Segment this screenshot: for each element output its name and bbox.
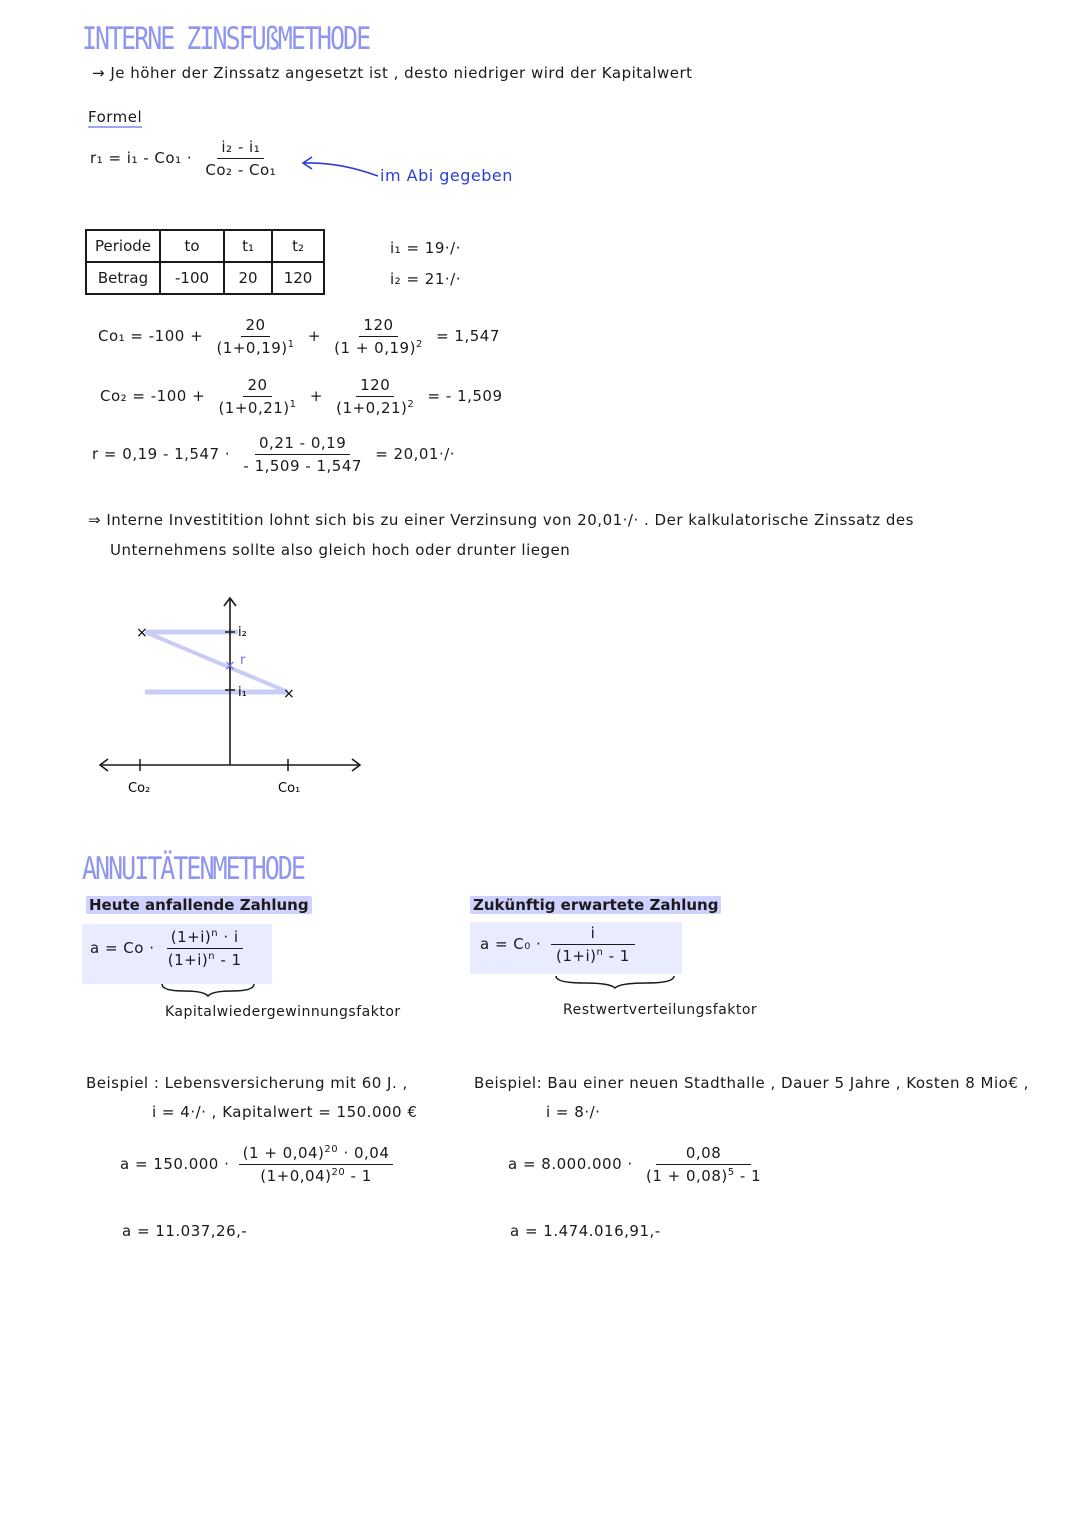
annotation-text: im Abi gegeben [380, 166, 513, 185]
cross-marker: × [136, 625, 148, 641]
table-cell: Betrag [86, 262, 160, 294]
annotation-arrow-icon [296, 150, 386, 190]
calc-den-base: (1+0,21) [218, 399, 290, 417]
rate-i2: i₂ = 21·/· [390, 270, 461, 288]
calc-den-base: (1 + 0,19) [334, 339, 416, 357]
right-formula [480, 924, 639, 965]
calc-fraction [212, 316, 298, 357]
graph-line-r [145, 632, 288, 692]
num-base: (1+i) [170, 928, 212, 946]
calc-co1 [98, 316, 500, 357]
label-i2: i₂ [238, 625, 247, 640]
formula-lhs: r₁ = i₁ - Co₁ · [90, 149, 193, 167]
right-brace-icon [552, 974, 678, 990]
label-co2: Co₂ [128, 781, 151, 796]
formula-den: Co₂ - Co₁ [205, 161, 277, 179]
formula-num: i [551, 924, 636, 945]
calc-den-base: (1+0,19) [216, 339, 288, 357]
right-subtitle: Zukünftig erwartete Zahlung [470, 896, 721, 914]
left-brace-icon [158, 982, 258, 998]
calc-num: 120 [359, 316, 397, 337]
formula-fraction [239, 1144, 394, 1185]
table-cell: t₁ [224, 230, 272, 262]
cashflow-table-wrap [85, 229, 325, 295]
formula-num [239, 1144, 394, 1165]
left-factor: Kapitalwiedergewinnungsfaktor [165, 1004, 401, 1020]
right-factor: Restwertverteilungsfaktor [563, 1002, 758, 1018]
num-base: (1 + 0,04) [242, 1144, 325, 1162]
right-example-result: a = 1.474.016,91,- [510, 1222, 661, 1240]
calc-den [332, 397, 418, 417]
left-formula [90, 928, 250, 969]
calc-result: = 1,547 [436, 327, 500, 345]
calc-den-exp: 2 [407, 399, 415, 410]
calc-lhs: Co₂ = -100 + [100, 387, 206, 405]
calc-fraction [330, 316, 427, 357]
formula-fraction [551, 924, 636, 965]
plus-sign: + [307, 327, 321, 345]
formula-fraction [201, 138, 280, 179]
table-row [86, 230, 324, 262]
formula-lhs: a = 150.000 · [120, 1155, 230, 1173]
den-tail: - 1 [220, 951, 242, 969]
calc-den [214, 397, 300, 417]
calc-fraction [332, 376, 418, 417]
num-exp: 20 [324, 1144, 339, 1155]
left-example-result: a = 11.037,26,- [122, 1222, 248, 1240]
table-cell: 20 [224, 262, 272, 294]
formula-lhs: a = Co · [90, 939, 155, 957]
plus-sign: + [309, 387, 323, 405]
cross-marker-r: × [224, 658, 236, 674]
formula-num: 0,08 [656, 1144, 751, 1165]
den-exp: n [596, 947, 604, 958]
calc-num: 0,21 - 0,19 [255, 434, 350, 455]
left-example-formula [120, 1144, 397, 1185]
calc-den-exp: 1 [289, 399, 297, 410]
den-base: (1+i) [167, 951, 209, 969]
left-example-line-2: i = 4·/· , Kapitalwert = 150.000 € [152, 1103, 418, 1121]
formula-den [256, 1165, 375, 1185]
label-i1: i₁ [238, 685, 247, 700]
label-co1: Co₁ [278, 781, 301, 796]
calc-result: = - 1,509 [427, 387, 503, 405]
formula-lhs: a = C₀ · [480, 935, 542, 953]
den-exp: n [208, 951, 216, 962]
table-cell: Periode [86, 230, 160, 262]
left-example-line-1: Beispiel : Lebensversicherung mit 60 J. , [86, 1074, 408, 1092]
table-cell: -100 [160, 262, 224, 294]
rate-i1: i₁ = 19·/· [390, 239, 461, 257]
cross-marker: × [283, 686, 295, 702]
calc-co2 [100, 376, 503, 417]
den-base: (1+i) [556, 947, 597, 965]
calc-den-base: (1+0,21) [336, 399, 408, 417]
calc-lhs: r = 0,19 - 1,547 · [92, 445, 231, 463]
den-base: (1 + 0,08) [645, 1167, 728, 1185]
cashflow-table [85, 229, 325, 295]
num-tail: · i [223, 928, 239, 946]
table-cell: t₂ [272, 230, 324, 262]
calc-num: 20 [243, 376, 271, 397]
calc-result: = 20,01·/· [375, 445, 456, 463]
irr-title: INTERNE ZINSFUßMETHODE [82, 20, 370, 57]
irr-graph [90, 590, 380, 805]
calc-fraction [239, 434, 366, 475]
calc-den-exp: 1 [287, 339, 295, 350]
formula-num [167, 928, 243, 949]
num-exp: n [211, 928, 219, 939]
formula-den [164, 949, 246, 969]
table-cell: 120 [272, 262, 324, 294]
table-cell: to [160, 230, 224, 262]
den-exp: 5 [727, 1167, 735, 1178]
calc-r [92, 434, 455, 475]
formula-num: i₂ - i₁ [217, 138, 264, 159]
left-subtitle: Heute anfallende Zahlung [86, 896, 312, 914]
den-tail: - 1 [608, 947, 630, 965]
formula-fraction [642, 1144, 765, 1185]
formel-label: Formel [88, 108, 143, 126]
calc-den: - 1,509 - 1,547 [243, 457, 362, 475]
formula-den [552, 945, 634, 965]
right-example-formula [508, 1144, 769, 1185]
calc-fraction [214, 376, 300, 417]
num-tail: · 0,04 [343, 1144, 390, 1162]
den-tail: - 1 [350, 1167, 372, 1185]
calc-den [330, 337, 427, 357]
irr-formula [90, 138, 284, 179]
calc-den [212, 337, 298, 357]
formula-lhs: a = 8.000.000 · [508, 1155, 633, 1173]
formula-den [642, 1165, 765, 1185]
conclusion-line-2: Unternehmens sollte also gleich hoch oder drunter liegen [110, 541, 571, 559]
calc-num: 20 [241, 316, 269, 337]
irr-intro: → Je höher der Zinssatz angesetzt ist , desto niedriger wird der Kapitalwert [92, 64, 693, 82]
table-row [86, 262, 324, 294]
right-example-line-2: i = 8·/· [546, 1103, 601, 1121]
den-exp: 20 [331, 1167, 346, 1178]
den-tail: - 1 [739, 1167, 762, 1185]
calc-num: 120 [356, 376, 394, 397]
label-r: r [240, 653, 246, 668]
annuity-title: ANNUITÄTENMETHODE [82, 850, 304, 887]
den-base: (1+0,04) [260, 1167, 332, 1185]
calc-den-exp: 2 [415, 339, 423, 350]
formula-fraction [164, 928, 246, 969]
calc-lhs: Co₁ = -100 + [98, 327, 204, 345]
conclusion-line-1: ⇒ Interne Investitition lohnt sich bis zu einer Verzinsung von 20,01·/· . Der kalkulatorische Zinssatz des [88, 511, 914, 529]
right-example-line-1: Beispiel: Bau einer neuen Stadthalle , Dauer 5 Jahre , Kosten 8 Mio€ , [474, 1074, 1029, 1092]
